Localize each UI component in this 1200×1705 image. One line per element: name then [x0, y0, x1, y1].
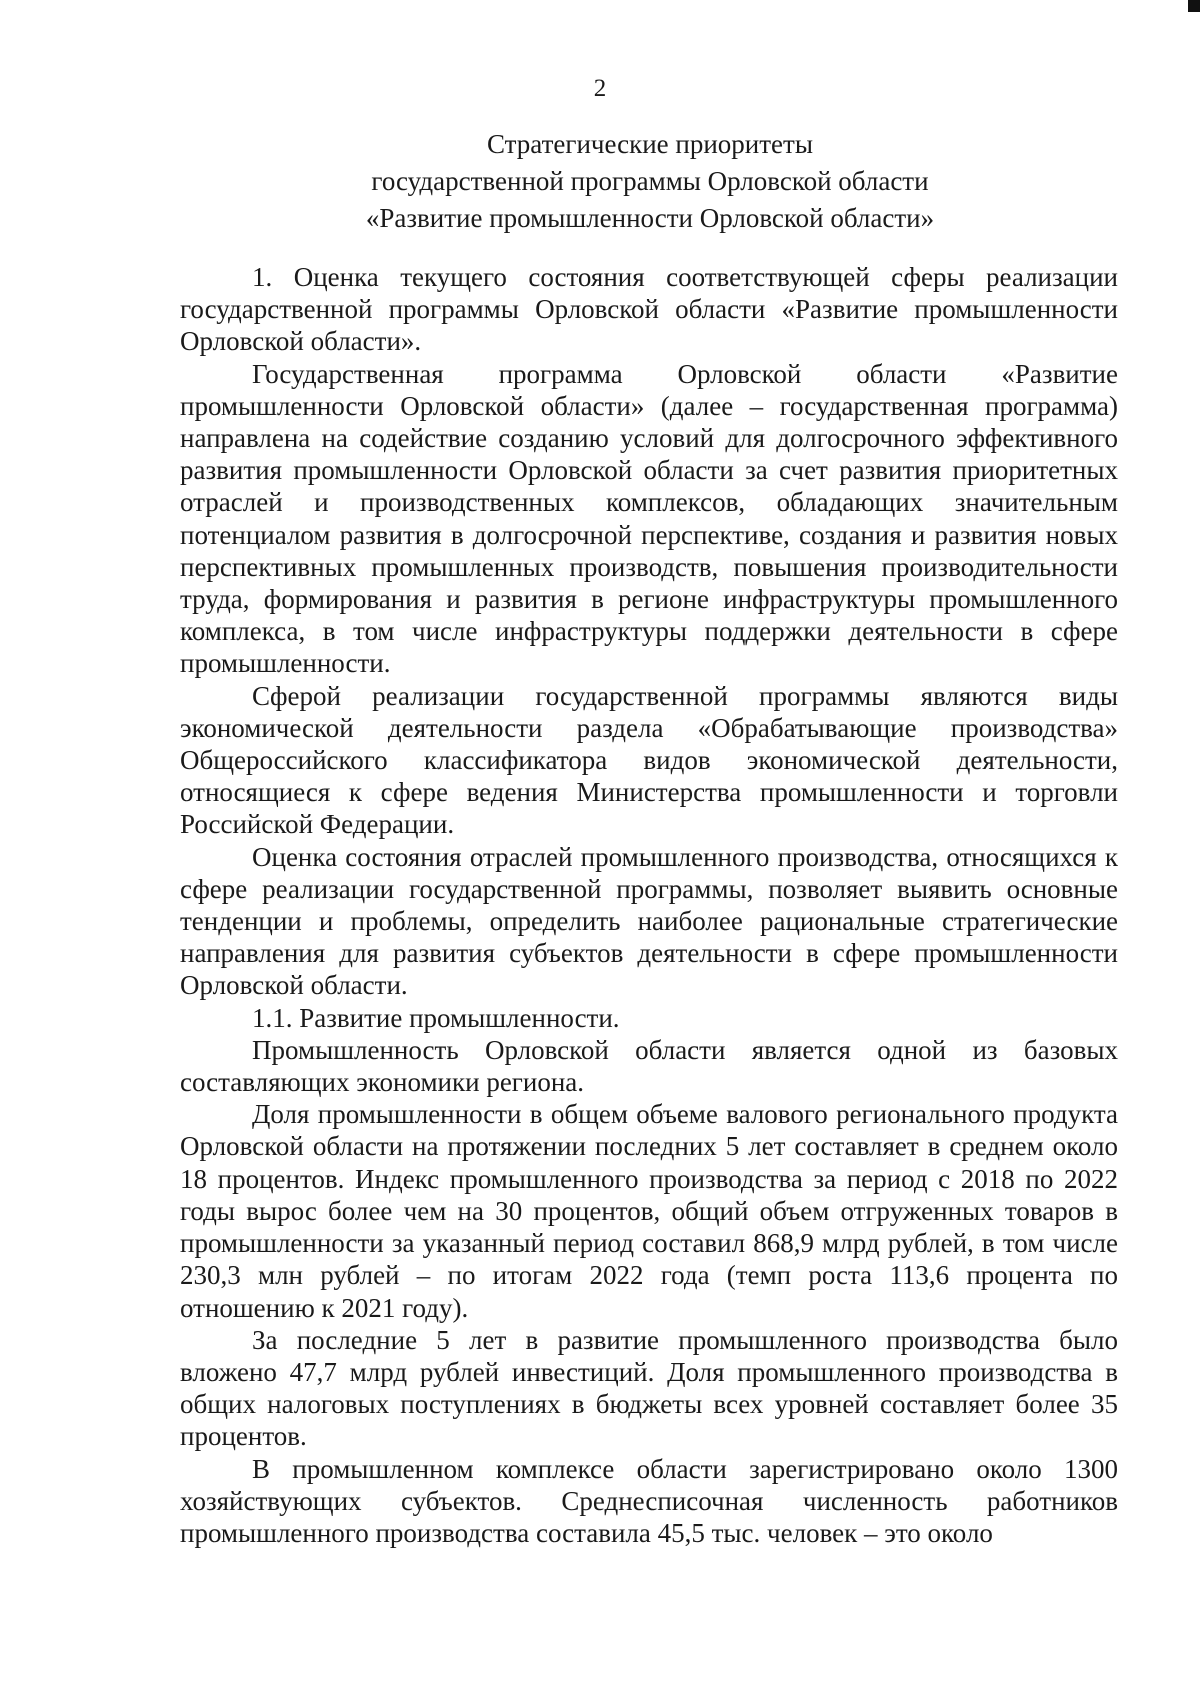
paragraph-section-1-heading: 1. Оценка текущего состояния соответствующей сферы реализации государственной программы Орловской области «Развитие промышленности Орловской области». — [180, 262, 1118, 357]
paragraph-industry-share: Доля промышленности в общем объеме валового регионального продукта Орловской области на протяжении последних 5 лет составляет в среднем около 18 процентов. Индекс промышленного производства за период с 2018 по 2022 годы вырос более чем на 30 процентов, общий объем отгруженных товаров в промышленности за указанный период составил 868,9 млрд рублей, в том числе 230,3 млн рублей – по итогам 2022 года (темп роста 113,6 процента по отношению к 2021 году). — [180, 1099, 1118, 1323]
title-line-1: Стратегические приоритеты — [487, 129, 813, 159]
page-number: 2 — [593, 75, 607, 102]
paragraph-assessment: Оценка состояния отраслей промышленного производства, относящихся к сфере реализации государственной программы, позволяет выявить основные тенденции и проблемы, определить наиболее рациональные стратегические направления для развития субъектов деятельности в сфере промышленности Орловской области. — [180, 841, 1118, 1001]
paragraph-program-purpose: Государственная программа Орловской области «Развитие промышленности Орловской области» (далее – государственная программа) направлена на содействие созданию условий для долгосрочного эффективного развития промышленности Орловской области за счет развития приоритетных отраслей и производственных комплексов, обладающих значительным потенциалом развития в долгосрочной перспективе, создания и развития новых перспективных промышленных производств, повышения производительности труда, формирования и развития в регионе инфраструктуры промышленного комплекса, в том числе инфраструктуры поддержки деятельности в сфере промышленности. — [180, 358, 1118, 679]
paragraph-subsection-1-1-heading: 1.1. Развитие промышленности. — [252, 1002, 620, 1033]
document-title — [180, 126, 1120, 237]
scan-edge-mark — [1188, 0, 1200, 12]
paragraph-enterprises: В промышленном комплексе области зарегистрировано около 1300 хозяйствующих субъектов. Среднесписочная численность работников промышленного производства составила 45,5 тыс. человек – это около — [180, 1453, 1118, 1548]
paragraph-industry-base: Промышленность Орловской области является одной из базовых составляющих экономики региона. — [180, 1034, 1118, 1098]
document-body — [180, 261, 1118, 1549]
paragraph-program-scope: Сферой реализации государственной программы являются виды экономической деятельности раздела «Обрабатывающие производства» Общероссийского классификатора видов экономической деятельности, относящиеся к сфере ведения Министерства промышленности и торговли Российской Федерации. — [180, 680, 1118, 840]
paragraph-investments: За последние 5 лет в развитие промышленного производства было вложено 47,7 млрд рублей инвестиций. Доля промышленного производства в общих налоговых поступлениях в бюджеты всех уровней составляет более 35 процентов. — [180, 1324, 1118, 1452]
title-line-2: государственной программы Орловской области — [371, 166, 929, 196]
title-line-3: «Развитие промышленности Орловской области» — [365, 203, 935, 233]
